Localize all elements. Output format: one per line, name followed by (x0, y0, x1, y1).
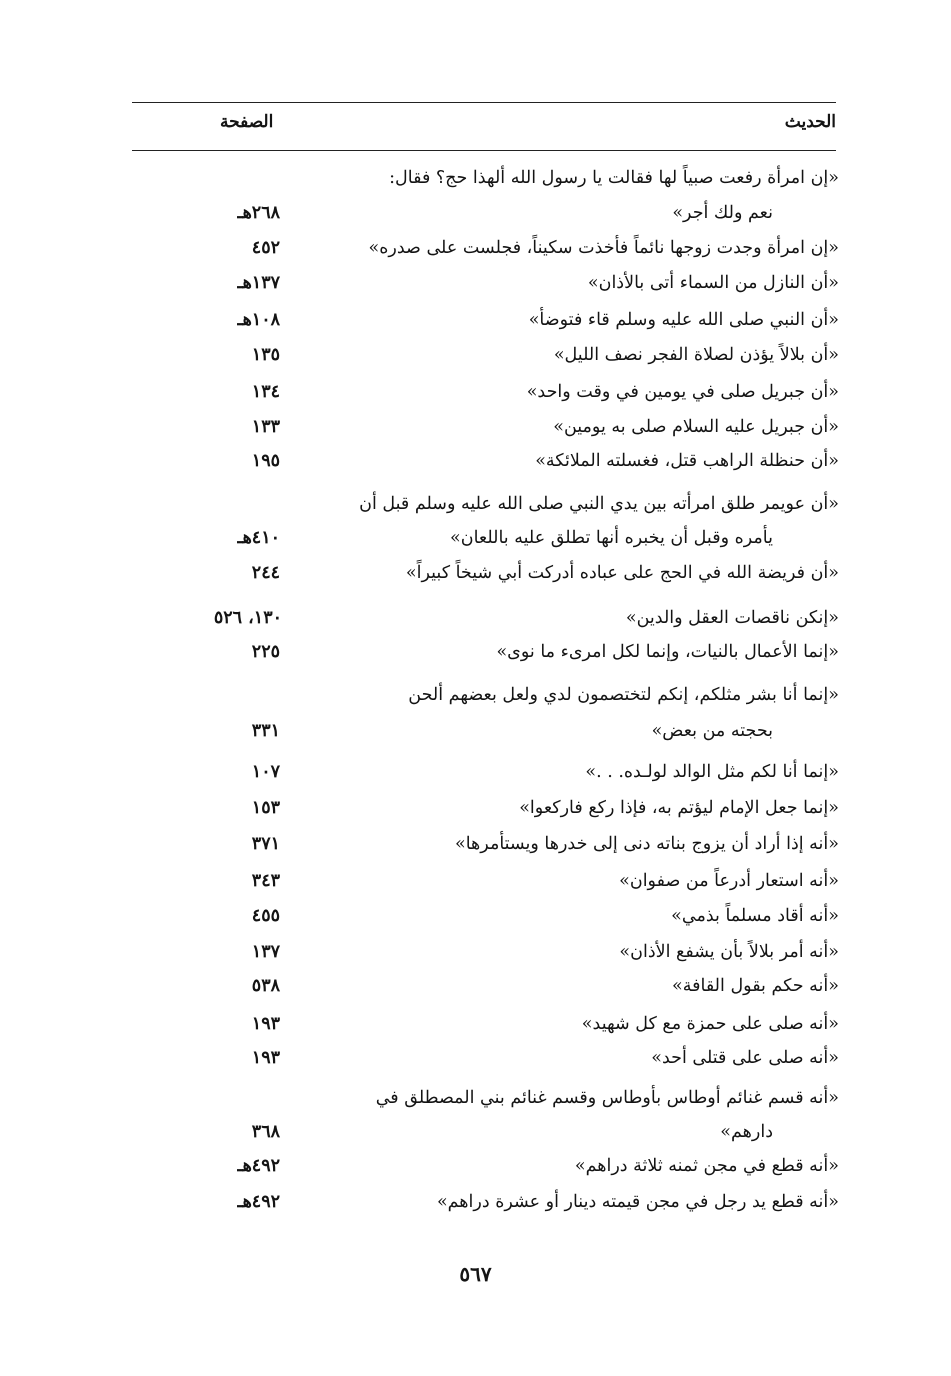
hadith-text: يأمره وقبل أن يخبره أنها تطلق عليه باللعان» (450, 528, 773, 548)
page-ref: ١٥٣ (251, 798, 280, 818)
hadith-text: «أنه استعار أدرعاً من صفوان» (619, 871, 839, 891)
page-ref: ٤١٠هـ (237, 528, 280, 548)
page-ref: ٥٣٨ (251, 976, 280, 996)
page-ref: ٣٧١ (251, 834, 280, 854)
index-row (0, 523, 951, 553)
index-row (0, 446, 951, 476)
page-ref: ١٠٨هـ (237, 310, 280, 330)
hadith-text: «أن النبي صلى الله عليه وسلم قاء فتوضأ» (528, 310, 839, 330)
hadith-text: نعم ولك أجر» (672, 203, 773, 223)
page-ref: ٢٢٥ (251, 642, 280, 662)
index-row (0, 757, 951, 787)
hadith-column-header: الحديث (784, 112, 836, 132)
page-ref: ١٩٣ (251, 1014, 280, 1034)
hadith-text: «أنه قسم غنائم أوطاس بأوطاس وقسم غنائم بني المصطلق في (375, 1088, 839, 1108)
hadith-text: «أنه صلى على حمزة مع كل شهيد» (581, 1014, 839, 1034)
header-rule (132, 150, 836, 151)
index-row (0, 1187, 951, 1217)
hadith-text: دارهم» (720, 1122, 773, 1142)
hadith-text: «إنما أنا لكم مثل الوالد لولـده. . .» (585, 762, 839, 782)
index-row (0, 340, 951, 370)
page-ref: ١٩٥ (251, 451, 280, 471)
index-row (0, 793, 951, 823)
hadith-text: «أنه أقاد مسلماً بذمي» (671, 906, 839, 926)
hadith-text: «أنه إذا أراد أن يزوج بناته دنى إلى خدرها ويستأمرها» (455, 834, 839, 854)
index-row (0, 1009, 951, 1039)
hadith-text: «إن امرأة وجدت زوجها نائماً فأخذت سكيناً، فجلست على صدره» (368, 238, 839, 258)
index-row (0, 1043, 951, 1073)
index-row (0, 198, 951, 228)
hadith-text: «أن جبريل عليه السلام صلى به يومين» (553, 417, 839, 437)
index-row (0, 268, 951, 298)
index-row (0, 233, 951, 263)
hadith-text: «أن حنظلة الراهب قتل، فغسلته الملائكة» (535, 451, 839, 471)
page-ref: ١٣٣ (251, 417, 280, 437)
hadith-text: «أن النازل من السماء أتى بالأذان» (587, 273, 839, 293)
index-row (0, 866, 951, 896)
hadith-text: «أنه صلى على قتلى أحد» (651, 1048, 839, 1068)
page-ref: ١٣٠، ٥٢٦ (213, 608, 282, 628)
page-ref: ٣٦٨ (251, 1122, 280, 1142)
page-ref: ٤٥٥ (251, 906, 280, 926)
hadith-text: «أنه قطع في مجن ثمنه ثلاثة دراهم» (574, 1156, 839, 1176)
page-ref: ١٠٧ (251, 762, 280, 782)
index-row (0, 412, 951, 442)
page-ref: ١٣٥ (251, 345, 280, 365)
index-row (0, 937, 951, 967)
page-ref: ٤٩٢هـ (237, 1192, 280, 1212)
index-row (0, 901, 951, 931)
hadith-text: بحجته من بعض» (651, 721, 773, 741)
index-row (0, 1151, 951, 1181)
hadith-text: «إنما أنا بشر مثلكم، إنكم لتختصمون لدي ولعل بعضهم ألحن (408, 685, 839, 705)
index-row (0, 603, 951, 633)
page-ref: ٤٩٢هـ (237, 1156, 280, 1176)
page-ref: ١٣٤ (251, 382, 280, 402)
hadith-text: «إنكن ناقصات العقل والدين» (625, 608, 839, 628)
index-row (0, 1083, 951, 1113)
hadith-text: «أن بلالاً يؤذن لصلاة الفجر نصف الليل» (553, 345, 839, 365)
index-row (0, 637, 951, 667)
index-row (0, 1117, 951, 1147)
page-ref: ٣٣١ (251, 721, 280, 741)
hadith-text: «إنما جعل الإمام ليؤتم به، فإذا ركع فاركعوا» (519, 798, 839, 818)
index-row (0, 163, 951, 193)
page-column-header: الصفحة (220, 112, 274, 132)
hadith-text: «أنه قطع يد رجل في مجن قيمته دينار أو عشرة دراهم» (436, 1192, 839, 1212)
index-row (0, 377, 951, 407)
page-ref: ١٣٧ (251, 942, 280, 962)
hadith-text: «أنه أمر بلالاً بأن يشفع الأذان» (619, 942, 839, 962)
page-ref: ١٩٣ (251, 1048, 280, 1068)
page-ref: ٣٤٣ (251, 871, 280, 891)
hadith-text: «أن عويمر طلق امرأته بين يدي النبي صلى الله عليه وسلم قبل أن (359, 494, 839, 514)
page-ref: ٢٦٨هـ (237, 203, 280, 223)
hadith-text: «إنما الأعمال بالنيات، وإنما لكل امرىء ما نوى» (496, 642, 839, 662)
hadith-text: «إن امرأة رفعت صبياً لها فقالت يا رسول الله ألهذا حج؟ فقال: (389, 168, 839, 188)
top-rule (132, 102, 836, 103)
index-row (0, 971, 951, 1001)
index-row (0, 716, 951, 746)
index-row (0, 489, 951, 519)
page-ref: ٤٥٢ (251, 238, 280, 258)
index-row (0, 829, 951, 859)
page-number: ٥٦٧ (459, 1262, 492, 1286)
page-ref: ١٣٧هـ (237, 273, 280, 293)
hadith-text: «أن فريضة الله في الحج على عباده أدركت أبي شيخاً كبيراً» (405, 563, 839, 583)
index-row (0, 305, 951, 335)
hadith-text: «أنه حكم بقول القافة» (672, 976, 839, 996)
index-row (0, 558, 951, 588)
hadith-text: «أن جبريل صلى في يومين في وقت واحد» (526, 382, 839, 402)
index-row (0, 680, 951, 710)
page-ref: ٢٤٤ (251, 563, 280, 583)
